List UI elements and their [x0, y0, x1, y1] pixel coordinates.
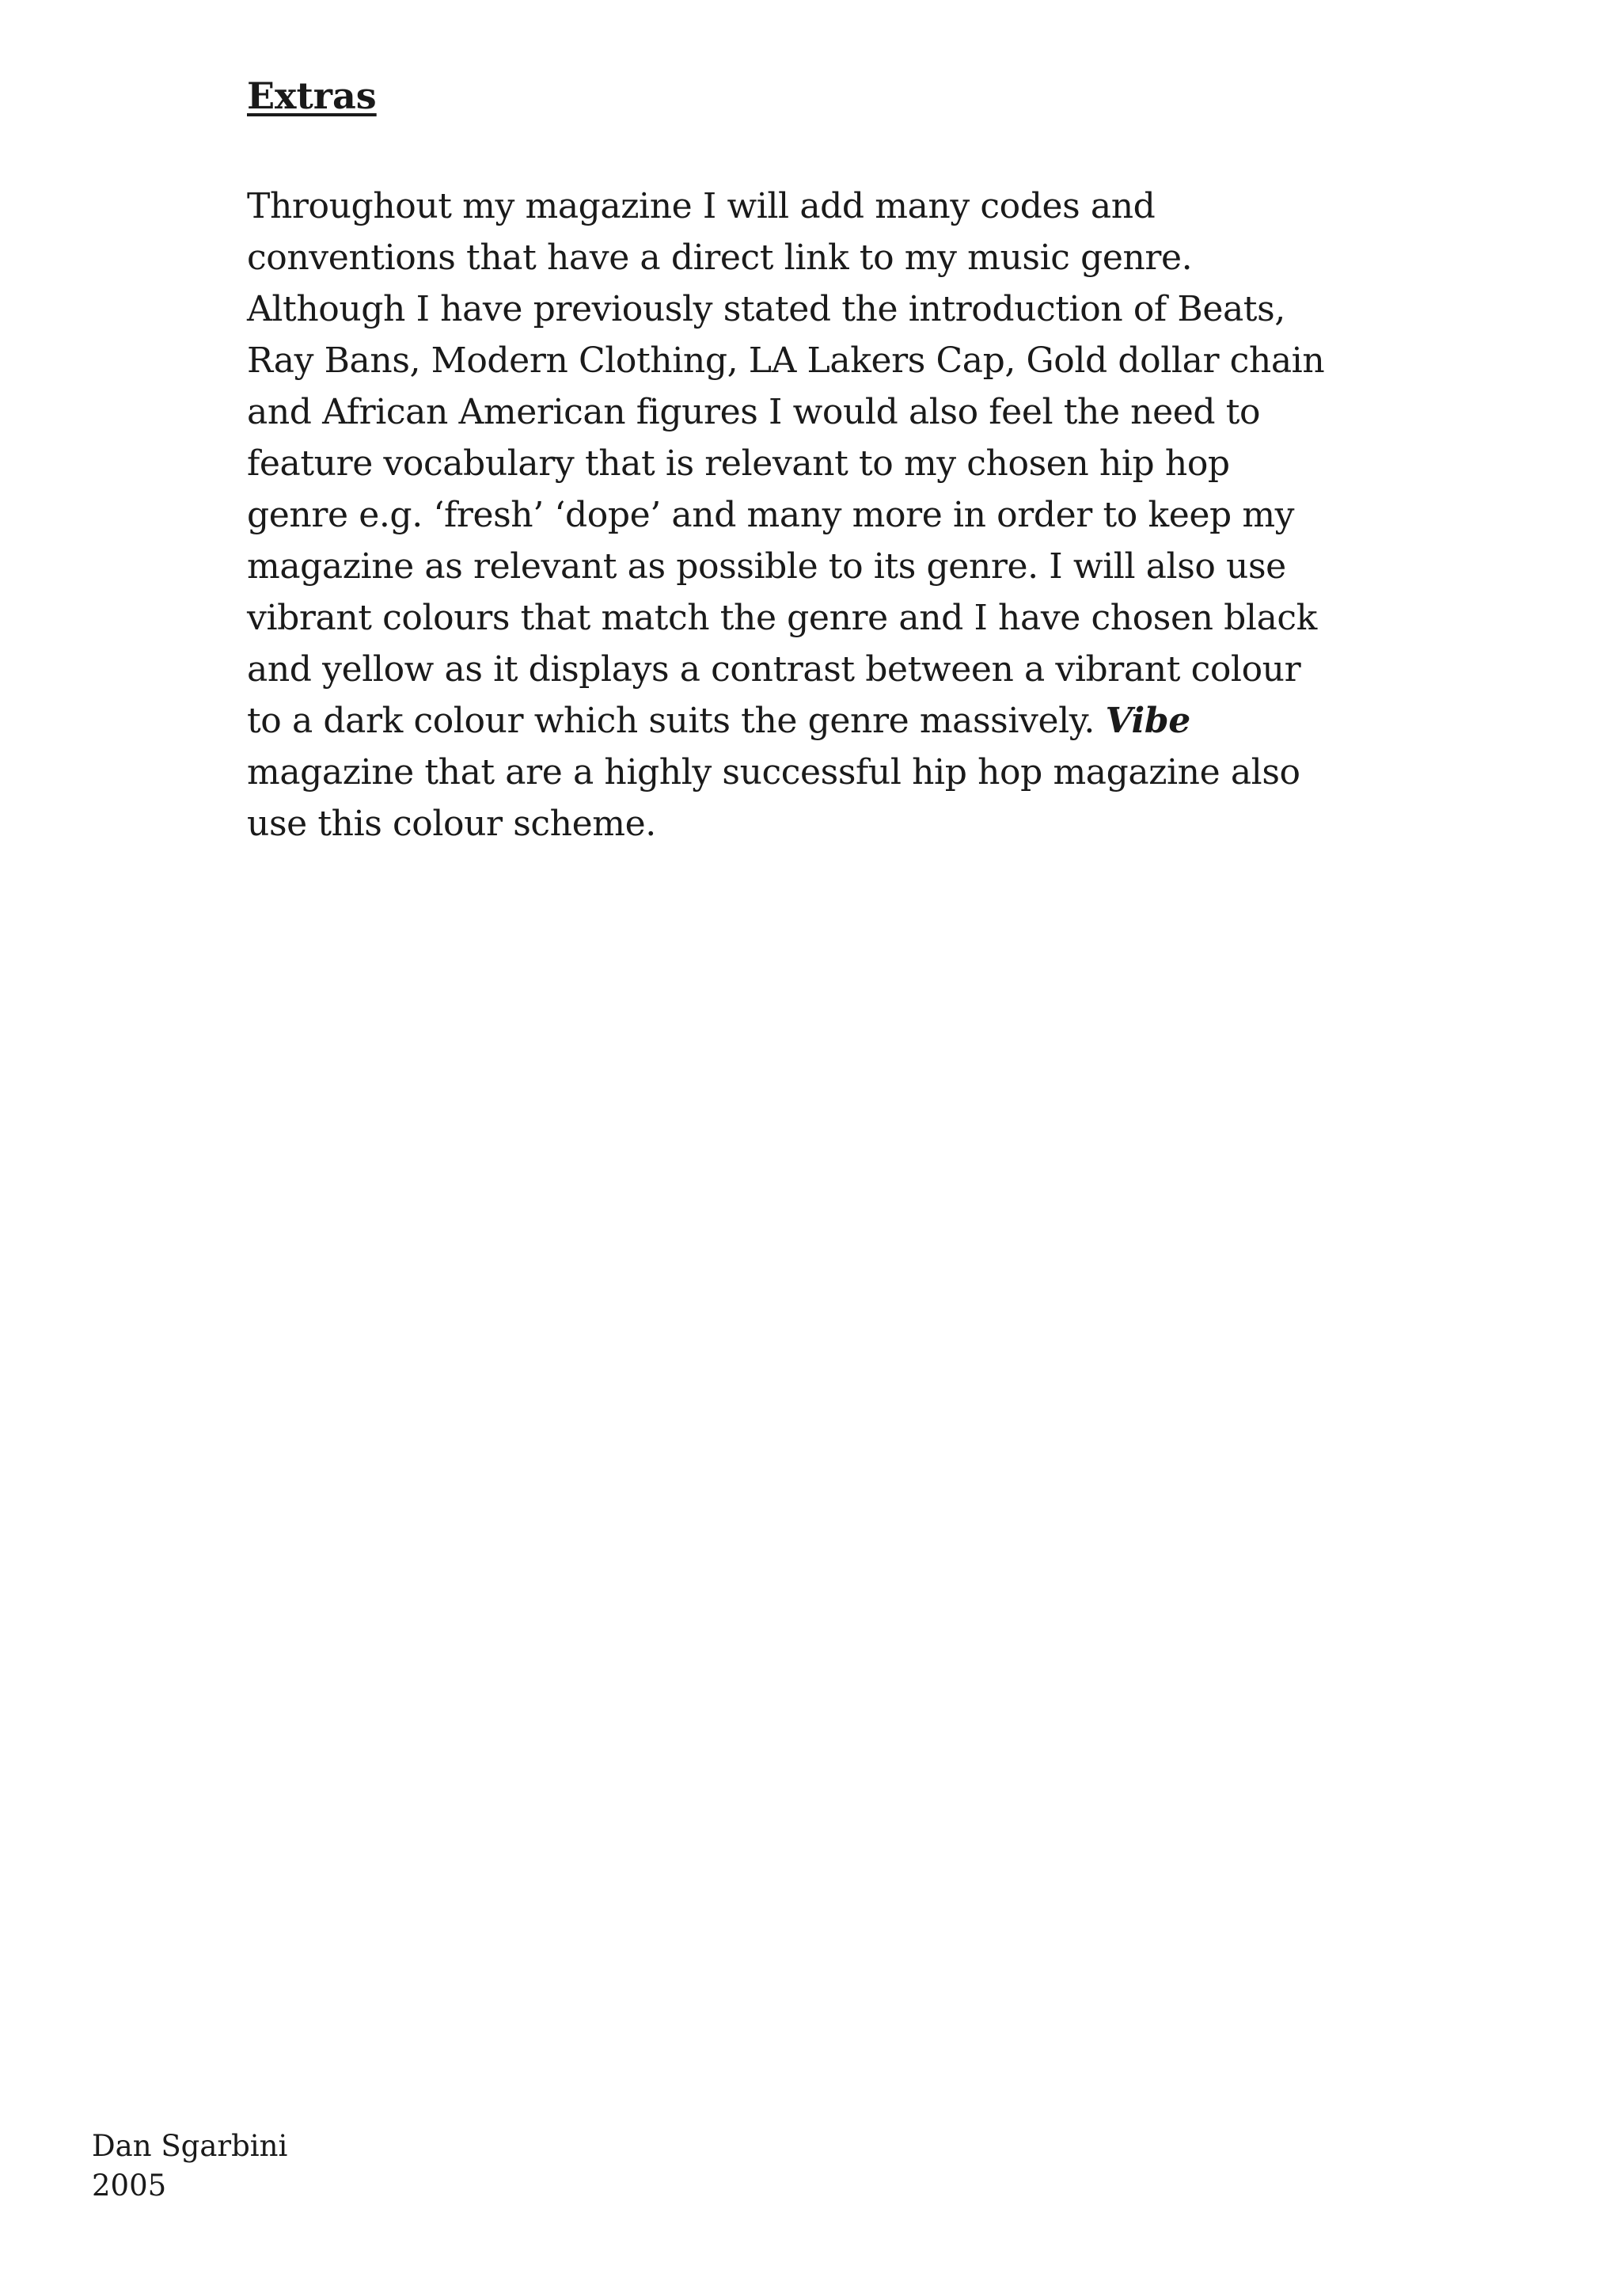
paragraph-line: Although I have previously stated the introduction of Beats, — [247, 289, 1285, 329]
paragraph-line: magazine that are a highly successful hip hop magazine also — [247, 752, 1300, 793]
page-footer — [92, 2127, 287, 2206]
author-name: Dan Sgarbini — [92, 2129, 288, 2163]
paragraph-line: conventions that have a direct link to my music genre. — [247, 238, 1193, 278]
paragraph-line: vibrant colours that match the genre and I have chosen black — [247, 598, 1317, 638]
paragraph-line — [247, 695, 1403, 747]
emphasized-magazine-name: Vibe — [1105, 701, 1190, 741]
paragraph-line: feature vocabulary that is relevant to my chosen hip hop — [247, 443, 1230, 484]
paragraph-line-text: to a dark colour which suits the genre massively. — [247, 701, 1106, 741]
paragraph-line: use this colour scheme. — [247, 804, 656, 844]
section-heading: Extras — [247, 74, 377, 117]
footer-year: 2005 — [92, 2169, 167, 2203]
body-paragraph — [247, 181, 1403, 850]
paragraph-line: genre e.g. ‘fresh’ ‘dope’ and many more in order to keep my — [247, 495, 1295, 535]
paragraph-line: and African American figures I would also feel the need to — [247, 392, 1261, 432]
paragraph-line: Throughout my magazine I will add many codes and — [247, 186, 1156, 226]
paragraph-line: magazine as relevant as possible to its genre. I will also use — [247, 546, 1286, 587]
paragraph-line: and yellow as it displays a contrast between a vibrant colour — [247, 649, 1301, 690]
paragraph-line: Ray Bans, Modern Clothing, LA Lakers Cap, Gold dollar chain — [247, 340, 1325, 381]
